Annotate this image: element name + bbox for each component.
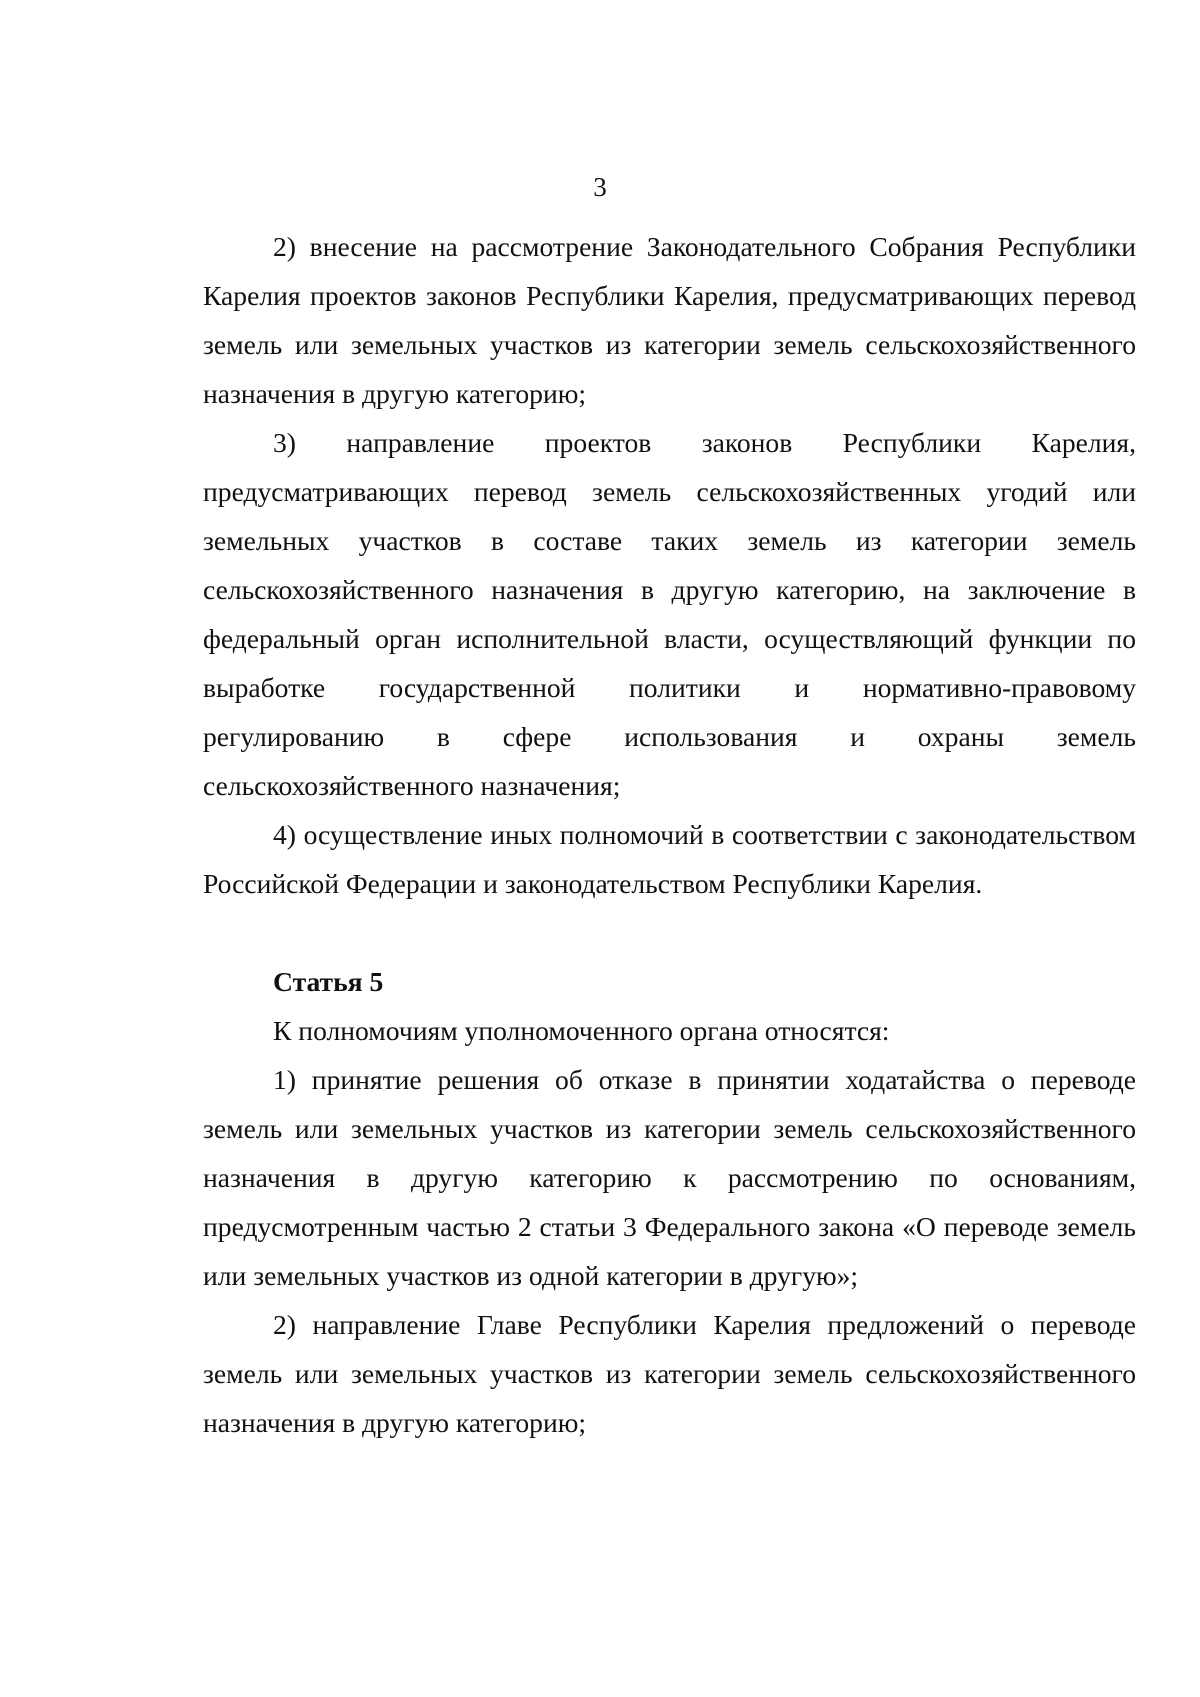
paragraph-item-1: 1) принятие решения об отказе в принятии ходатайства о переводе земель или земельных участков из категории земель сельскохозяйственного назначения в другую категорию к рассмотрению по основаниям, предусмотренным частью 2 статьи 3 Федерального закона «О переводе земель или земельных участков из одной категории в другую»; (203, 1064, 1136, 1291)
paragraph-item-3: 3) направление проектов законов Республики Карелия, предусматривающих перевод земель сельскохозяйственных угодий или земельных участков в составе таких земель из категории земель сельскохозяйственного назначения в другую категорию, на заключение в федеральный орган исполнительной власти, осуществляющий функции по выработке государственной политики и нормативно-правовому регулированию в сфере использования и охраны земель сельскохозяйственного назначения; (203, 427, 1136, 801)
paragraph-item-2: 2) внесение на рассмотрение Законодательного Собрания Республики Карелия проектов законов Республики Карелия, предусматривающих перевод земель или земельных участков из категории земель сельскохозяйственного назначения в другую категорию; (203, 231, 1136, 409)
paragraph-item-4: 4) осуществление иных полномочий в соответствии с законодательством Российской Федерации и законодательством Республики Карелия. (203, 819, 1136, 899)
paragraph-intro: К полномочиям уполномоченного органа относятся: (273, 1015, 890, 1046)
page-number: 3 (593, 172, 607, 202)
paragraph-item-2-second: 2) направление Главе Республики Карелия предложений о переводе земель или земельных участков из категории земель сельскохозяйственного назначения в другую категорию; (203, 1309, 1136, 1438)
document-body (203, 222, 1136, 1447)
article-heading: Статья 5 (273, 966, 384, 997)
